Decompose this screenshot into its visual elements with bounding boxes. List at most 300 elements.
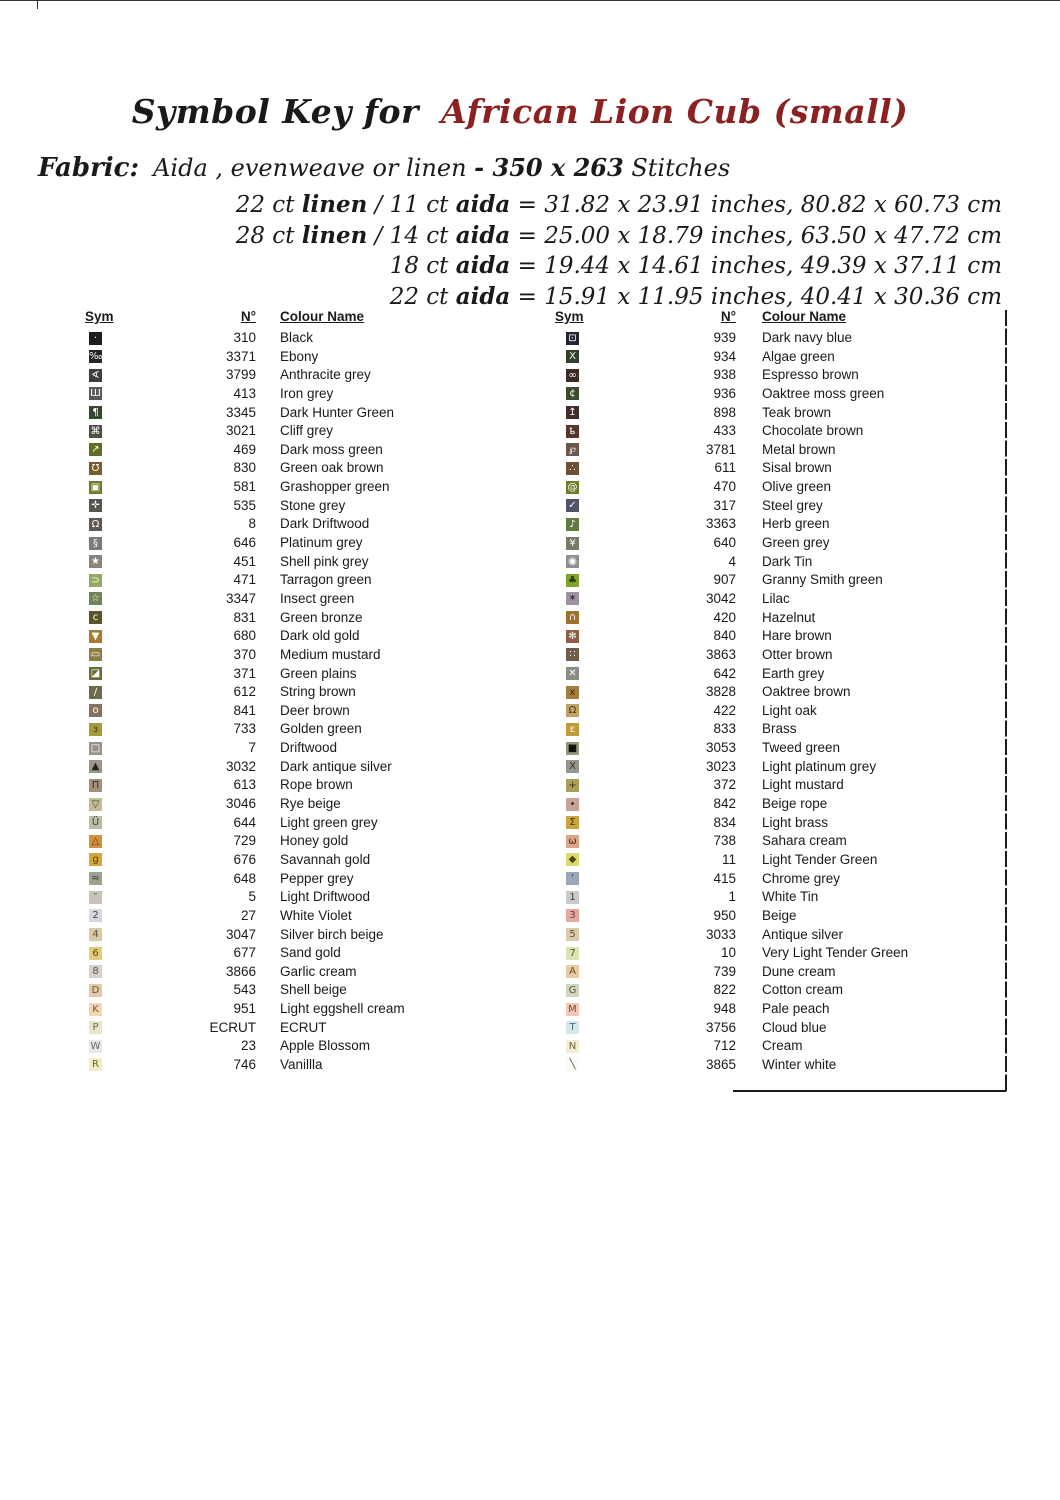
symbol-glyph: ■	[567, 742, 578, 754]
symbol-swatch	[566, 332, 579, 345]
colour-name: Tarragon green	[280, 572, 372, 588]
symbol-glyph: □	[90, 742, 101, 754]
symbol-glyph: ∞	[568, 369, 577, 381]
fabric-stitch-count: - 350 x 263	[474, 153, 624, 182]
symbol-swatch	[89, 704, 102, 717]
symbol-swatch	[566, 835, 579, 848]
thread-number: 3032	[225, 758, 256, 774]
symbol-row	[85, 683, 545, 702]
colour-name: Garlic cream	[280, 963, 357, 979]
symbol-row	[85, 814, 545, 833]
symbol-glyph: ω	[568, 835, 577, 847]
symbol-swatch	[89, 909, 102, 922]
thread-number: 831	[233, 609, 256, 625]
symbol-row	[555, 534, 1015, 553]
colour-name: Steel grey	[762, 497, 823, 513]
thread-number: 23	[240, 1038, 256, 1054]
thread-number: 3021	[225, 423, 256, 439]
title-name: African Lion Cub (small)	[440, 92, 909, 131]
symbol-swatch	[566, 816, 579, 829]
thread-number: 3042	[705, 590, 736, 606]
colour-name: Dark antique silver	[280, 758, 392, 774]
symbol-glyph: Ш	[90, 388, 101, 400]
symbol-row	[85, 832, 545, 851]
symbol-row	[85, 366, 545, 385]
symbol-glyph: ★	[91, 556, 100, 568]
symbol-glyph: @	[567, 481, 578, 493]
symbol-glyph: §	[93, 537, 98, 549]
symbol-row	[85, 609, 545, 628]
symbol-row	[555, 1037, 1015, 1056]
colour-name: Otter brown	[762, 646, 833, 662]
symbol-swatch	[566, 909, 579, 922]
symbol-glyph: A	[569, 966, 576, 978]
symbol-swatch	[566, 387, 579, 400]
symbol-glyph: X	[569, 761, 576, 773]
symbol-glyph: ✓	[568, 500, 577, 512]
symbol-swatch	[566, 928, 579, 941]
colour-name: Winter white	[762, 1056, 837, 1072]
thread-number: 948	[713, 1001, 736, 1017]
symbol-row	[555, 776, 1015, 795]
symbol-row	[85, 441, 545, 460]
symbol-row	[85, 739, 545, 758]
symbol-swatch	[89, 947, 102, 960]
symbol-swatch	[566, 947, 579, 960]
colour-name: Algae green	[762, 348, 835, 364]
symbol-row	[85, 385, 545, 404]
symbol-swatch	[566, 1058, 579, 1071]
symbol-row	[85, 1019, 545, 1038]
colour-name: Light platinum grey	[762, 758, 877, 774]
fabric-line	[38, 153, 730, 183]
symbol-glyph: ↥	[568, 407, 577, 419]
thread-number: 415	[713, 870, 736, 886]
thread-number: 907	[713, 572, 736, 588]
symbol-row	[85, 404, 545, 423]
symbol-swatch	[89, 574, 102, 587]
symbol-swatch	[566, 853, 579, 866]
colour-name: Cloud blue	[762, 1019, 827, 1035]
symbol-glyph: ↗	[91, 444, 100, 456]
symbol-glyph: ╲	[569, 1059, 576, 1071]
symbol-row	[555, 981, 1015, 1000]
symbol-glyph: △	[91, 835, 100, 847]
colour-name: Dark Driftwood	[280, 516, 370, 532]
symbol-row	[555, 348, 1015, 367]
symbol-row	[555, 963, 1015, 982]
symbol-swatch	[89, 816, 102, 829]
symbol-swatch	[89, 779, 102, 792]
colour-name: Oaktree brown	[762, 684, 851, 700]
symbol-row	[555, 702, 1015, 721]
thread-number: 677	[233, 945, 256, 961]
thread-number: 310	[233, 330, 256, 345]
symbol-row	[85, 329, 545, 348]
colour-name: Green grey	[762, 535, 830, 551]
symbol-swatch	[566, 406, 579, 419]
thread-number: 833	[713, 721, 736, 737]
symbol-row	[555, 478, 1015, 497]
thread-number: 3865	[705, 1056, 736, 1072]
symbol-row	[555, 553, 1015, 572]
symbol-glyph: 6	[92, 947, 99, 959]
thread-number: 644	[233, 814, 256, 830]
thread-number: 640	[713, 535, 736, 551]
thread-number: 469	[233, 441, 256, 457]
thread-number: 746	[233, 1056, 256, 1072]
symbol-glyph: 5	[569, 929, 576, 940]
symbol-glyph: ℘	[569, 444, 576, 456]
colour-name: Pepper grey	[280, 870, 354, 886]
colour-name: Anthracite grey	[280, 367, 371, 383]
colour-name: Grashopper green	[280, 479, 390, 495]
symbol-swatch	[566, 723, 579, 736]
colour-name: Apple Blossom	[280, 1038, 371, 1054]
symbol-swatch	[89, 462, 102, 475]
thread-number: 3363	[705, 516, 736, 532]
thread-number: 739	[713, 963, 736, 979]
symbol-glyph: •	[569, 798, 576, 810]
colour-name: Sisal brown	[762, 460, 832, 476]
symbol-glyph: N	[568, 1040, 577, 1052]
colour-name: Granny Smith green	[762, 572, 883, 588]
thread-number: 830	[233, 460, 256, 476]
symbol-swatch	[566, 742, 579, 755]
symbol-row	[85, 1056, 545, 1075]
symbol-swatch	[566, 667, 579, 680]
symbol-table-left-body	[85, 329, 545, 1075]
header-colour-name: Colour Name	[280, 309, 365, 324]
colour-name: White Tin	[762, 889, 819, 905]
colour-name: Deer brown	[280, 702, 350, 718]
colour-name: Dark Hunter Green	[280, 404, 395, 420]
colour-name: Green plains	[280, 665, 357, 681]
symbol-swatch	[89, 667, 102, 680]
symbol-swatch	[89, 648, 102, 661]
symbol-row	[85, 1000, 545, 1019]
symbol-swatch	[89, 369, 102, 382]
symbol-row	[555, 609, 1015, 628]
symbol-glyph: ✕	[568, 668, 577, 680]
colour-name: Cliff grey	[280, 423, 334, 439]
symbol-row	[85, 720, 545, 739]
symbol-swatch	[89, 723, 102, 736]
symbol-swatch	[89, 984, 102, 997]
symbol-row	[85, 758, 545, 777]
symbol-swatch	[566, 648, 579, 661]
symbol-swatch	[566, 686, 579, 699]
thread-number: 422	[713, 702, 736, 718]
symbol-row	[85, 907, 545, 926]
colour-name: Light Driftwood	[280, 889, 371, 905]
thread-number: 535	[233, 497, 256, 513]
symbol-glyph: ¢	[569, 388, 576, 400]
thread-number: 680	[233, 628, 256, 644]
symbol-row	[85, 571, 545, 590]
symbol-swatch	[89, 1040, 102, 1053]
thread-number: 470	[713, 479, 736, 495]
colour-name: Oaktree moss green	[762, 385, 885, 401]
symbol-swatch	[566, 499, 579, 512]
thread-number: 611	[714, 460, 736, 476]
symbol-row	[555, 590, 1015, 609]
colour-name: Dark navy blue	[762, 330, 853, 345]
symbol-table-left	[85, 309, 545, 1075]
colour-name: Hare brown	[762, 628, 832, 644]
colour-name: Olive green	[762, 479, 832, 495]
symbol-glyph: ‘	[570, 873, 575, 885]
symbol-swatch	[89, 891, 102, 904]
thread-number: 950	[713, 907, 736, 923]
symbol-swatch	[89, 537, 102, 550]
symbol-glyph: ∴	[569, 462, 576, 474]
thread-number: 3863	[705, 646, 736, 662]
colour-name: Pale peach	[762, 1001, 830, 1017]
symbol-swatch	[89, 872, 102, 885]
colour-name: Lilac	[762, 590, 790, 606]
colour-name: Light green grey	[280, 814, 378, 830]
thread-number: 936	[713, 385, 736, 401]
title-prefix: Symbol Key for	[131, 92, 419, 131]
symbol-row	[85, 646, 545, 665]
colour-name: Dark Tin	[762, 553, 813, 569]
symbol-row	[555, 683, 1015, 702]
symbol-glyph: o	[92, 705, 99, 717]
colour-name: Light Tender Green	[762, 851, 878, 867]
symbol-table-right	[555, 309, 1015, 1075]
symbol-glyph: 7	[569, 947, 576, 959]
symbol-glyph: ▣	[90, 481, 101, 493]
symbol-swatch	[566, 984, 579, 997]
thread-number: 372	[713, 777, 736, 793]
colour-name: Platinum grey	[280, 535, 363, 551]
symbol-glyph: ▽	[91, 798, 100, 810]
fabric-label: Fabric:	[38, 153, 140, 183]
symbol-swatch	[89, 928, 102, 941]
fabric-text: Aida , evenweave or linen	[153, 154, 475, 182]
symbol-row	[85, 981, 545, 1000]
thread-number: 939	[713, 330, 736, 345]
symbol-row	[85, 888, 545, 907]
colour-name: Metal brown	[762, 441, 836, 457]
thread-number: 420	[713, 609, 736, 625]
symbol-glyph: x	[569, 686, 576, 698]
symbol-row	[85, 851, 545, 870]
symbol-glyph: M	[568, 1003, 577, 1015]
symbol-glyph: ¥	[569, 537, 576, 549]
symbol-row	[555, 888, 1015, 907]
symbol-glyph: ⊃	[91, 574, 100, 586]
thread-number: 613	[233, 777, 256, 793]
colour-name: Earth grey	[762, 665, 825, 681]
symbol-row	[85, 497, 545, 516]
symbol-glyph: ◆	[568, 854, 577, 866]
symbol-row	[555, 944, 1015, 963]
symbol-swatch	[566, 555, 579, 568]
symbol-glyph: ‰	[89, 351, 103, 363]
symbol-row	[555, 329, 1015, 348]
symbol-row	[85, 963, 545, 982]
thread-number: 7	[248, 740, 256, 756]
thread-number: 471	[233, 572, 256, 588]
symbol-row	[85, 478, 545, 497]
symbol-row	[555, 739, 1015, 758]
symbol-glyph: 3	[569, 910, 576, 922]
thread-number: 8	[248, 516, 256, 532]
symbol-swatch	[566, 369, 579, 382]
symbol-swatch	[89, 332, 102, 345]
symbol-glyph: G	[568, 984, 577, 996]
thread-number: 951	[233, 1001, 256, 1017]
colour-name: Cream	[762, 1038, 803, 1054]
symbol-swatch	[89, 425, 102, 438]
symbol-glyph: ✻	[568, 630, 577, 642]
symbol-swatch	[89, 518, 102, 531]
colour-name: Vanillla	[280, 1056, 323, 1072]
table-header-left	[85, 309, 545, 329]
symbol-swatch	[89, 798, 102, 811]
thread-number: 3345	[225, 404, 256, 420]
thread-number: 1	[728, 889, 736, 905]
thread-number: 934	[713, 348, 736, 364]
symbol-row	[555, 441, 1015, 460]
symbol-glyph: ·	[93, 332, 98, 344]
symbol-row	[555, 1056, 1015, 1075]
colour-name: String brown	[280, 684, 356, 700]
symbol-swatch	[566, 537, 579, 550]
symbol-row	[85, 553, 545, 572]
thread-number: 370	[233, 646, 256, 662]
thread-number: 648	[233, 870, 256, 886]
colour-name: Black	[280, 330, 314, 345]
symbol-row	[555, 907, 1015, 926]
symbol-glyph: W	[90, 1040, 101, 1052]
symbol-swatch	[566, 965, 579, 978]
thread-number: 840	[713, 628, 736, 644]
thread-number: 676	[233, 851, 256, 867]
symbol-swatch	[89, 835, 102, 848]
symbol-swatch	[89, 853, 102, 866]
colour-name: Chrome grey	[762, 870, 841, 886]
colour-name: Green bronze	[280, 609, 363, 625]
colour-name: Green oak brown	[280, 460, 384, 476]
symbol-swatch	[89, 686, 102, 699]
symbol-swatch	[566, 481, 579, 494]
colour-name: Dark moss green	[280, 441, 383, 457]
colour-name: Sahara cream	[762, 833, 847, 849]
symbol-glyph: ɜ	[92, 723, 99, 735]
thread-number: 729	[233, 833, 256, 849]
colour-name: Cotton cream	[762, 982, 844, 998]
symbol-glyph: ⌘	[90, 425, 101, 437]
colour-name: Light brass	[762, 814, 829, 830]
symbol-glyph: Σ	[569, 817, 576, 829]
size-line-2: 28 ct linen / 14 ct aida = 25.00 x 18.79 inches, 63.50 x 47.72 cm	[235, 221, 1002, 249]
symbol-swatch	[566, 891, 579, 904]
symbol-row	[555, 627, 1015, 646]
symbol-glyph: ◪	[90, 668, 101, 680]
colour-name: Stone grey	[280, 497, 346, 513]
symbol-glyph: 2	[92, 910, 99, 922]
thread-number: 581	[233, 479, 256, 495]
symbol-glyph: Ω	[91, 518, 100, 530]
colour-name: Shell pink grey	[280, 553, 369, 569]
thread-number: 898	[713, 404, 736, 420]
symbol-swatch	[566, 425, 579, 438]
colour-name: Golden green	[280, 721, 362, 737]
symbol-glyph: ∷	[569, 649, 576, 661]
symbol-row	[85, 590, 545, 609]
symbol-swatch	[89, 611, 102, 624]
symbol-row	[555, 404, 1015, 423]
symbol-row	[555, 665, 1015, 684]
symbol-glyph: g	[92, 854, 99, 866]
symbol-row	[555, 720, 1015, 739]
thread-number: 371	[233, 665, 256, 681]
colour-name: Dune cream	[762, 963, 836, 979]
thread-number: 3799	[225, 367, 256, 383]
colour-name: Tweed green	[762, 740, 841, 756]
colour-name: Dark old gold	[280, 628, 360, 644]
symbol-swatch	[566, 630, 579, 643]
symbol-glyph: Π	[91, 779, 100, 791]
thread-number: 938	[713, 367, 736, 383]
symbol-row	[85, 459, 545, 478]
thread-number: 543	[233, 982, 256, 998]
thread-number: 3053	[705, 740, 736, 756]
symbol-swatch	[89, 1021, 102, 1034]
colour-name: Light oak	[762, 702, 817, 718]
symbol-swatch	[566, 798, 579, 811]
symbol-glyph: K	[92, 1003, 99, 1015]
symbol-swatch	[89, 760, 102, 773]
symbol-glyph: ⊡	[568, 332, 577, 344]
page-edge-top-line	[0, 0, 1060, 1]
thread-number: 3023	[705, 758, 736, 774]
symbol-row	[555, 385, 1015, 404]
symbol-row	[555, 1019, 1015, 1038]
symbol-row	[85, 944, 545, 963]
symbol-glyph: ∢	[91, 369, 100, 381]
thread-number: 3046	[225, 796, 256, 812]
symbol-swatch	[566, 1040, 579, 1053]
thread-number: 834	[713, 814, 736, 830]
symbol-row	[85, 627, 545, 646]
colour-name: Silver birch beige	[280, 926, 384, 942]
colour-name: Iron grey	[280, 385, 334, 401]
symbol-row	[555, 459, 1015, 478]
symbol-row	[555, 851, 1015, 870]
colour-name: Beige	[762, 907, 797, 923]
colour-name: Antique silver	[762, 926, 844, 942]
symbol-swatch	[89, 555, 102, 568]
symbol-glyph: ҍ	[569, 425, 576, 437]
symbol-row	[85, 795, 545, 814]
thread-number: 10	[720, 945, 736, 961]
symbol-table-right-body	[555, 329, 1015, 1075]
thread-number: 712	[713, 1038, 736, 1054]
thread-number: ECRUT	[209, 1019, 256, 1035]
size-line-1: 22 ct linen / 11 ct aida = 31.82 x 23.91 inches, 80.82 x 60.73 cm	[235, 191, 1002, 218]
symbol-row	[555, 795, 1015, 814]
symbol-glyph: P	[92, 1022, 99, 1034]
symbol-row	[85, 534, 545, 553]
thread-number: 3866	[225, 963, 256, 979]
thread-number: 841	[233, 702, 256, 718]
symbol-row	[85, 776, 545, 795]
colour-name: Light mustard	[762, 777, 844, 793]
